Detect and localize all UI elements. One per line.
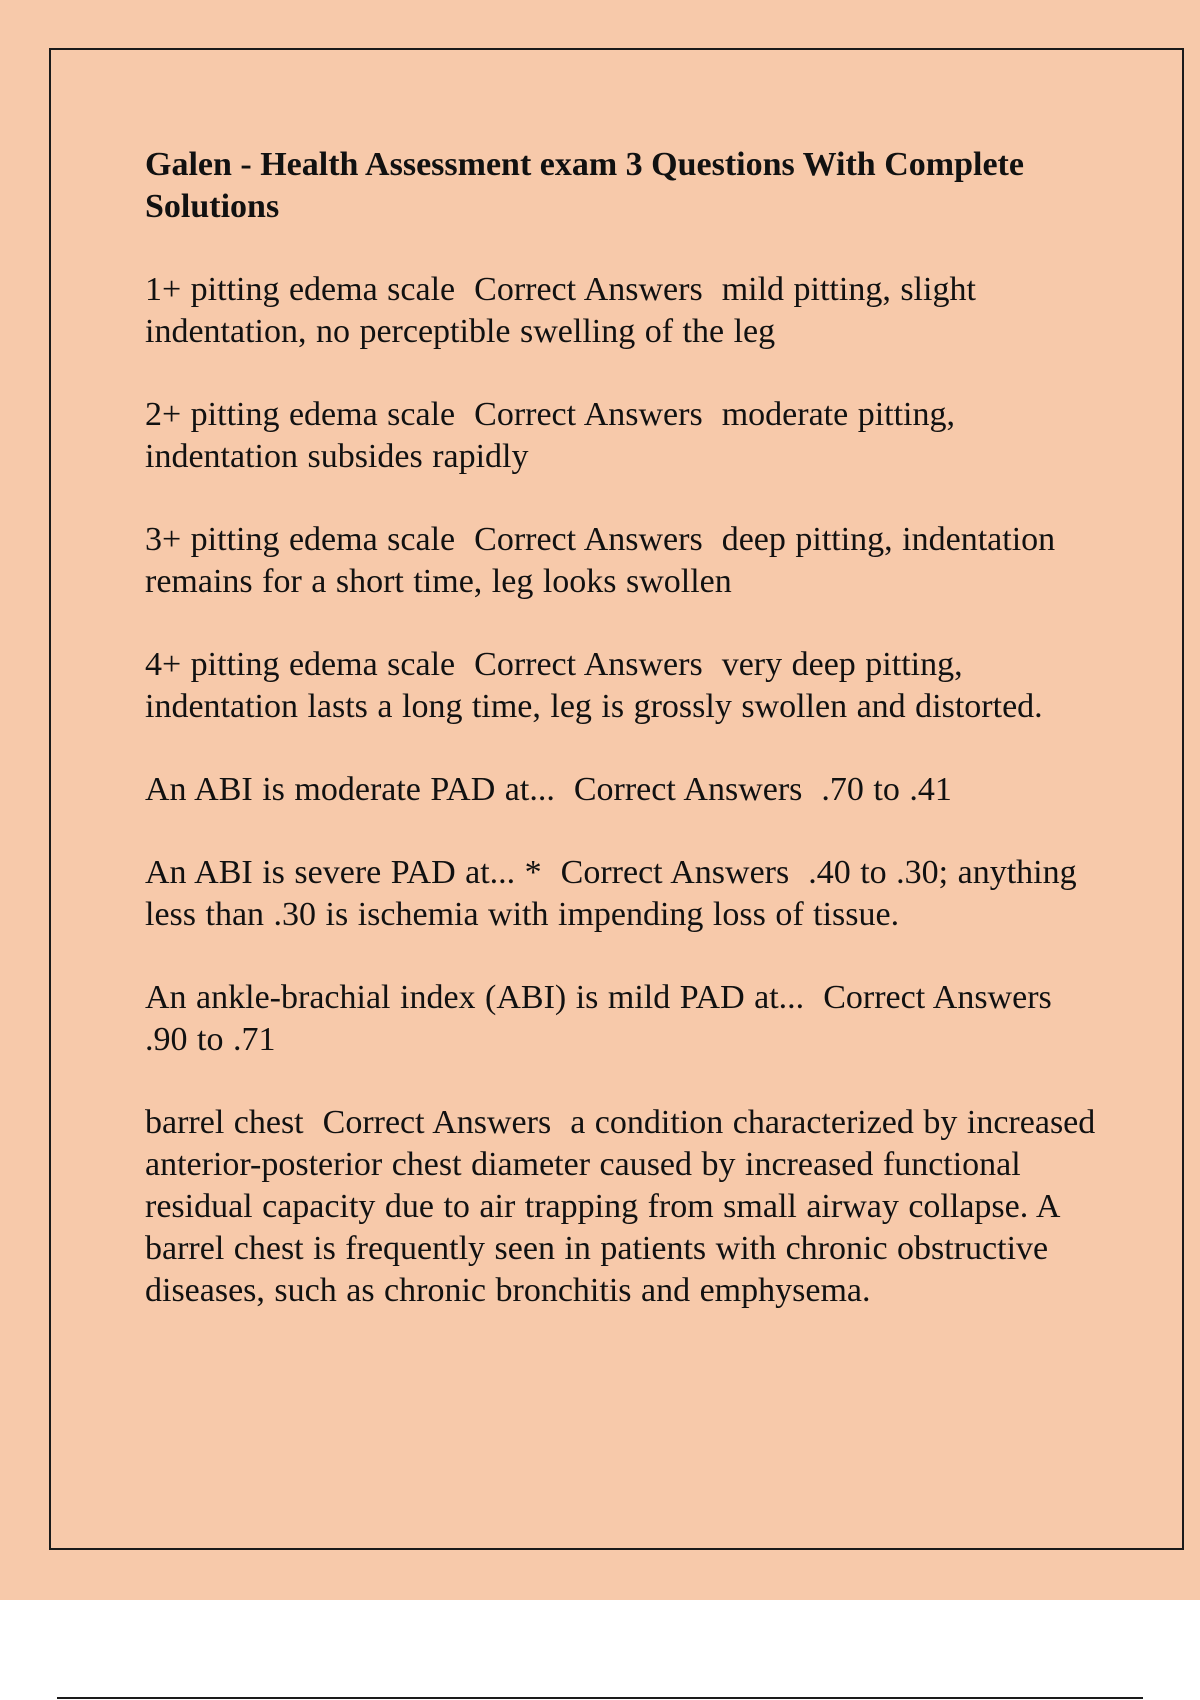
document-title: Galen - Health Assessment exam 3 Questions With Complete Solutions (145, 146, 1024, 225)
answer-text: .40 to .30; anything less than .30 is ischemia with impending loss of tissue. (145, 854, 1087, 933)
question-text: barrel chest (145, 1104, 304, 1141)
answer-label: Correct Answers (455, 396, 722, 433)
answer-text: a condition characterized by increased anterior-posterior chest diameter caused by increased functional residual capacity due to air trapping from small airway collapse. A barrel chest is frequently seen in patients with chronic obstructive diseases, such as chronic bronchitis and emphysema. (145, 1104, 1105, 1309)
answer-text: mild pitting, slight indentation, no perceptible swelling of the leg (145, 271, 986, 350)
answer-label: Correct Answers (804, 979, 1071, 1016)
footer-rule (57, 1697, 1143, 1699)
document-content (145, 144, 1105, 1312)
answer-label: Correct Answers (455, 521, 722, 558)
qa-item (145, 1102, 1105, 1312)
question-text: 4+ pitting edema scale (145, 646, 456, 683)
question-text: An ABI is moderate PAD at... (145, 771, 555, 808)
qa-item (145, 394, 1105, 478)
answer-label: Correct Answers (541, 854, 809, 891)
question-text: 1+ pitting edema scale (145, 271, 456, 308)
answer-text: very deep pitting, indentation lasts a long time, leg is grossly swollen and distorted. (145, 646, 1043, 725)
question-text: An ABI is severe PAD at... * (145, 854, 542, 891)
qa-item (145, 852, 1105, 936)
answer-label: Correct Answers (303, 1104, 571, 1141)
answer-label: Correct Answers (455, 646, 722, 683)
answer-text: .70 to .41 (821, 771, 952, 808)
qa-item (145, 644, 1105, 728)
answer-label: Correct Answers (455, 271, 722, 308)
qa-item (145, 977, 1105, 1061)
qa-item (145, 519, 1105, 603)
question-text: 3+ pitting edema scale (145, 521, 456, 558)
question-text: 2+ pitting edema scale (145, 396, 456, 433)
answer-text: moderate pitting, indentation subsides rapidly (145, 396, 965, 475)
qa-list (145, 269, 1105, 1312)
answer-label: Correct Answers (554, 771, 822, 808)
question-text: An ankle-brachial index (ABI) is mild PAD at... (145, 979, 805, 1016)
qa-item (145, 769, 1105, 811)
qa-item (145, 269, 1105, 353)
answer-text: .90 to .71 (145, 1021, 276, 1058)
answer-text: deep pitting, indentation remains for a short time, leg looks swollen (145, 521, 1065, 600)
